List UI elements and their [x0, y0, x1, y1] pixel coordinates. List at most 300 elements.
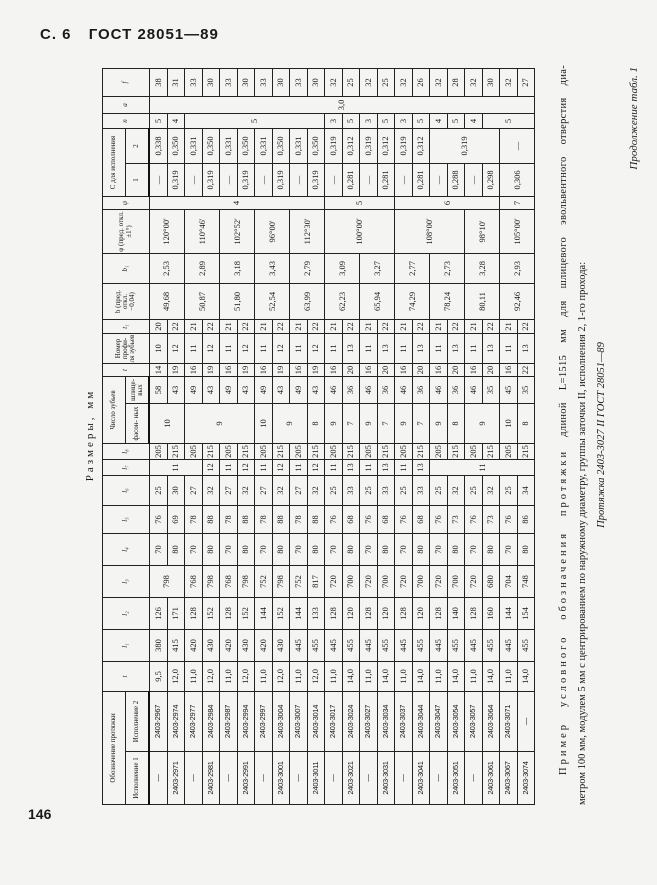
table-cell: 11: [430, 459, 535, 475]
broach-designation-cell: 2403-2974: [167, 691, 185, 751]
table-cell: 205: [430, 443, 448, 459]
table-cell: 14,0: [377, 661, 395, 691]
table-row: [360, 68, 378, 804]
table-cell: 45: [500, 376, 518, 403]
table-cell: 27: [185, 475, 203, 505]
broach-designation-cell: 2403-3044: [412, 691, 430, 751]
table-cell: 720: [360, 565, 378, 597]
table-cell: 5: [185, 113, 325, 128]
header-shaped-teeth: фасон- ных: [126, 403, 150, 443]
header-c: C для исполнения: [103, 128, 126, 196]
table-cell: 120°00': [149, 209, 185, 253]
table-cell: 21: [395, 319, 413, 333]
table-cell: —: [430, 163, 448, 196]
table-cell: 62,23: [325, 283, 360, 319]
table-cell: 13: [342, 333, 360, 363]
table-cell: 2,79: [290, 253, 325, 283]
table-cell: 30: [272, 68, 290, 96]
table-cell: 12,0: [307, 661, 325, 691]
table-cell: 12,0: [237, 661, 255, 691]
table-cell: 11: [360, 333, 378, 363]
broach-designation-cell: 2403-2991: [237, 752, 255, 805]
table-cell: 70: [220, 533, 238, 565]
table-cell: 430: [237, 629, 255, 661]
header-l2: l₂: [103, 597, 150, 629]
table-cell: 36: [342, 376, 360, 403]
table-cell: 9,5: [149, 661, 167, 691]
table-cell: 96°00': [255, 209, 290, 253]
table-cell: 215: [482, 443, 500, 459]
table-cell: 680: [482, 565, 500, 597]
broach-designation-cell: —: [325, 752, 343, 805]
table-body: [149, 68, 535, 804]
broach-designation-cell: 2403-3057: [465, 691, 483, 751]
table-cell: 7: [342, 403, 360, 443]
table-cell: 205: [500, 443, 518, 459]
table-cell: 22: [237, 319, 255, 333]
page-header: [40, 26, 231, 43]
table-cell: 43: [272, 376, 290, 403]
header-execution-2: Исполнение 2: [126, 691, 150, 751]
table-cell: 445: [325, 629, 343, 661]
table-cell: 78,24: [430, 283, 465, 319]
table-cell: 128: [185, 597, 203, 629]
table-cell: 128: [220, 597, 238, 629]
table-cell: 46: [465, 376, 483, 403]
table-cell: —: [255, 163, 273, 196]
table-cell: 144: [500, 597, 518, 629]
table-cell: 9: [360, 403, 378, 443]
table-cell: 14,0: [412, 661, 430, 691]
table-cell: 455: [412, 629, 430, 661]
table-cell: 22: [517, 319, 535, 333]
table-cell: 720: [395, 565, 413, 597]
table-cell: 415: [167, 629, 185, 661]
table-cell: 205: [185, 443, 203, 459]
table-cell: 36: [377, 376, 395, 403]
table-cell: 8: [307, 403, 325, 443]
table-cell: 22: [517, 363, 535, 376]
table-cell: 10: [255, 403, 273, 443]
table-cell: 46: [360, 376, 378, 403]
header-f: f: [103, 68, 150, 96]
table-cell: 445: [290, 629, 308, 661]
header-c-execution-1: 1: [126, 163, 150, 196]
table-cell: 120: [342, 597, 360, 629]
table-cell: 11,0: [325, 661, 343, 691]
header-l1: l₁: [103, 629, 150, 661]
header-execution-1: Исполнение 1: [126, 752, 150, 805]
table-cell: 32: [447, 475, 465, 505]
table-cell: 160: [482, 597, 500, 629]
table-cell: 752: [290, 565, 308, 597]
table-cell: 25: [500, 475, 518, 505]
table-cell: 5: [412, 113, 430, 128]
table-cell: 21: [500, 319, 518, 333]
table-cell: 798: [272, 565, 290, 597]
table-cell: 102°52': [220, 209, 255, 253]
broach-designation-cell: 2403-2977: [185, 691, 203, 751]
table-cell: 19: [167, 363, 185, 376]
table-cell: 4: [167, 113, 185, 128]
broach-designation-cell: —: [220, 752, 238, 805]
example-line-1-rest: длиной L=1515 мм для шлицевого эвольвентного отверстия диа-: [558, 65, 569, 437]
table-cell: 4: [465, 113, 483, 128]
table-cell: 69: [167, 505, 185, 533]
table-cell: 21: [290, 319, 308, 333]
broach-designation-cell: —: [395, 752, 413, 805]
header-spline-teeth: шлице- вых: [126, 376, 150, 403]
table-cell: 3: [360, 113, 378, 128]
table-cell: 11: [395, 333, 413, 363]
table-cell: 700: [447, 565, 465, 597]
example-lead: Пример условного обозначения протяжки: [558, 448, 569, 775]
table-cell: 12: [237, 333, 255, 363]
table-cell: —: [325, 163, 343, 196]
table-cell: 33: [185, 68, 203, 96]
table-cell: 80: [307, 533, 325, 565]
table-cell: 52,54: [255, 283, 290, 319]
table-cell: 19: [237, 363, 255, 376]
table-cell: 215: [517, 443, 535, 459]
table-cell: 12: [202, 333, 220, 363]
table-cell: 7: [377, 403, 395, 443]
table-cell: —: [395, 163, 413, 196]
header-a: a: [103, 96, 150, 113]
table-cell: 0,281: [412, 163, 430, 196]
broach-designation-cell: —: [465, 752, 483, 805]
table-cell: 22: [377, 319, 395, 333]
table-cell: 12,0: [272, 661, 290, 691]
table-cell: 3,09: [325, 253, 360, 283]
table-cell: 0,350: [167, 128, 185, 163]
table-cell: 32: [237, 475, 255, 505]
table-cell: 7: [412, 403, 430, 443]
table-cell: 33: [290, 68, 308, 96]
table-cell: 12: [272, 333, 290, 363]
table-cell: 74,29: [395, 283, 430, 319]
table-cell: 215: [447, 443, 465, 459]
table-row: [272, 68, 290, 804]
table-cell: 70: [255, 533, 273, 565]
broach-designation-cell: 2403-3067: [500, 752, 518, 805]
table-row: [325, 68, 343, 804]
table-cell: 43: [237, 376, 255, 403]
table-cell: 3,28: [465, 253, 500, 283]
table-cell: 112°30': [290, 209, 325, 253]
table-cell: 11: [255, 459, 273, 475]
table-cell: 2,93: [500, 253, 535, 283]
table-cell: 11: [430, 333, 448, 363]
table-cell: 68: [412, 505, 430, 533]
table-cell: 12,0: [202, 661, 220, 691]
table-cell: 205: [360, 443, 378, 459]
table-cell: 0,312: [412, 128, 430, 163]
header-n: n: [103, 113, 150, 128]
broach-designation-cell: 2403-3047: [430, 691, 448, 751]
table-cell: 16: [185, 363, 203, 376]
table-cell: 11: [395, 459, 413, 475]
table-cell: 70: [185, 533, 203, 565]
table-cell: 205: [395, 443, 413, 459]
table-cell: 25: [465, 475, 483, 505]
table-cell: 33: [255, 68, 273, 96]
table-cell: 33: [377, 475, 395, 505]
table-cell: 0,331: [255, 128, 273, 163]
header-l6: l₆: [103, 475, 150, 505]
table-row: [447, 68, 465, 804]
table-cell: 11: [149, 459, 202, 475]
table-cell: 46: [395, 376, 413, 403]
table-cell: 0,338: [149, 128, 167, 163]
table-cell: 2,73: [430, 253, 465, 283]
page-number: 146: [28, 806, 52, 822]
table-cell: 704: [500, 565, 518, 597]
header-l5: l₅: [103, 505, 150, 533]
table-cell: 25: [360, 475, 378, 505]
table-cell: 215: [307, 443, 325, 459]
broach-designation-cell: 2403-3061: [482, 752, 500, 805]
table-cell: 0,350: [272, 128, 290, 163]
table-cell: 70: [430, 533, 448, 565]
table-cell: 14,0: [482, 661, 500, 691]
table-cell: 700: [342, 565, 360, 597]
header-l7: l₇: [103, 459, 150, 475]
table-cell: 19: [307, 363, 325, 376]
table-row: [377, 68, 395, 804]
table-cell: 32: [482, 475, 500, 505]
table-cell: 27: [290, 475, 308, 505]
table-cell: 420: [255, 629, 273, 661]
table-cell: 152: [272, 597, 290, 629]
header-teeth-count: Число зубьев: [103, 376, 126, 443]
table-cell: 46: [430, 376, 448, 403]
table-cell: 49: [220, 376, 238, 403]
table-cell: 86: [517, 505, 535, 533]
table-cell: 16: [255, 363, 273, 376]
table-cell: 8: [517, 403, 535, 443]
table-cell: 152: [237, 597, 255, 629]
table-row: [342, 68, 360, 804]
table-row: [185, 68, 203, 804]
table-cell: 26: [412, 68, 430, 96]
table-cell: 720: [465, 565, 483, 597]
table-cell: 27: [255, 475, 273, 505]
broach-designation-cell: 2403-2994: [237, 691, 255, 751]
table-cell: 16: [220, 363, 238, 376]
table-cell: 11: [220, 459, 238, 475]
table-cell: 215: [237, 443, 255, 459]
table-cell: 14,0: [517, 661, 535, 691]
table-cell: 9: [325, 403, 343, 443]
table-cell: 0,319: [202, 163, 220, 196]
broach-designation-cell: 2403-2984: [202, 691, 220, 751]
table-cell: 80: [447, 533, 465, 565]
table-cell: 51,80: [220, 283, 255, 319]
standard-label: ГОСТ 28051—89: [88, 26, 219, 43]
table-cell: 11: [220, 333, 238, 363]
table-cell: —: [290, 163, 308, 196]
table-cell: 22: [307, 319, 325, 333]
table-cell: 445: [430, 629, 448, 661]
table-cell: 13: [412, 459, 430, 475]
table-cell: 11: [185, 333, 203, 363]
table-cell: 798: [237, 565, 255, 597]
broach-designation-cell: 2403-3051: [447, 752, 465, 805]
table-cell: 27: [517, 68, 535, 96]
table-cell: 110°46': [185, 209, 220, 253]
table-cell: 13: [412, 333, 430, 363]
table-cell: —: [149, 163, 167, 196]
table-cell: 0,319: [307, 163, 325, 196]
table-cell: 205: [255, 443, 273, 459]
table-cell: 12: [237, 459, 255, 475]
table-cell: 9: [185, 403, 255, 443]
header-t: t: [103, 661, 150, 691]
table-cell: 144: [290, 597, 308, 629]
table-row: [395, 68, 413, 804]
broach-designation-cell: —: [517, 691, 535, 751]
table-cell: 68: [377, 505, 395, 533]
table-cell: 88: [202, 505, 220, 533]
broach-designation-cell: —: [149, 752, 167, 805]
table-cell: 455: [447, 629, 465, 661]
table-cell: 70: [290, 533, 308, 565]
table-cell: 21: [430, 319, 448, 333]
table-cell: 0,319: [167, 163, 185, 196]
table-cell: 22: [167, 319, 185, 333]
table-cell: 5: [377, 113, 395, 128]
table-cell: 30: [237, 68, 255, 96]
table-cell: 205: [220, 443, 238, 459]
table-cell: 108°00': [395, 209, 465, 253]
header-phi: φ (пред. откл. ±1°): [103, 209, 150, 253]
table-cell: 11: [360, 459, 378, 475]
table-cell: 0,350: [237, 128, 255, 163]
table-cell: 0,306: [500, 163, 535, 196]
table-cell: 10: [149, 403, 185, 443]
table-cell: 11,0: [185, 661, 203, 691]
table-cell: 38: [149, 68, 167, 96]
table-row: [149, 68, 167, 804]
table-cell: 49: [290, 376, 308, 403]
table-cell: 11: [290, 459, 308, 475]
table-cell: 798: [202, 565, 220, 597]
table-cell: 445: [465, 629, 483, 661]
table-cell: 68: [342, 505, 360, 533]
header-b1: b₁: [103, 253, 150, 283]
table-row: [500, 68, 518, 804]
table-cell: 0,312: [342, 128, 360, 163]
table-cell: 10: [500, 403, 518, 443]
table-cell: 445: [360, 629, 378, 661]
table-cell: 30: [202, 68, 220, 96]
table-cell: 21: [465, 319, 483, 333]
broach-designation-cell: 2403-3014: [307, 691, 325, 751]
table-cell: 78: [185, 505, 203, 533]
header-l4: l₄: [103, 533, 150, 565]
broach-designation-cell: 2403-2967: [149, 691, 167, 751]
table-cell: 171: [167, 597, 185, 629]
table-cell: 30: [482, 68, 500, 96]
broach-designation-cell: 2403-3031: [377, 752, 395, 805]
table-row: [465, 68, 483, 804]
table-cell: 11,0: [395, 661, 413, 691]
broach-designation-cell: 2403-3017: [325, 691, 343, 751]
broach-designation-cell: —: [255, 752, 273, 805]
table-cell: 0,331: [185, 128, 203, 163]
table-cell: 5: [149, 113, 167, 128]
table-cell: 215: [412, 443, 430, 459]
table-cell: 21: [360, 319, 378, 333]
table-cell: 13: [377, 459, 395, 475]
table-cell: 12,0: [167, 661, 185, 691]
table-cell: 752: [255, 565, 273, 597]
table-cell: 128: [465, 597, 483, 629]
table-cell: 25: [149, 475, 167, 505]
table-cell: 105°00': [500, 209, 535, 253]
table-cell: 420: [185, 629, 203, 661]
table-cell: 768: [185, 565, 203, 597]
table-cell: 9: [272, 403, 307, 443]
table-cell: 80: [482, 533, 500, 565]
table-cell: 43: [202, 376, 220, 403]
table-cell: 5: [482, 113, 535, 128]
table-cell: 36: [412, 376, 430, 403]
table-cell: 33: [342, 475, 360, 505]
table-cell: 19: [272, 363, 290, 376]
broach-designation-cell: 2403-3001: [272, 752, 290, 805]
table-cell: 14: [149, 363, 167, 376]
table-cell: 133: [307, 597, 325, 629]
broach-designation-cell: 2403-3071: [500, 691, 518, 751]
table-cell: 154: [517, 597, 535, 629]
table-cell: 32: [395, 68, 413, 96]
table-cell: 0,319: [272, 163, 290, 196]
table-cell: 445: [395, 629, 413, 661]
table-cell: 9: [395, 403, 413, 443]
table-cell: 215: [342, 443, 360, 459]
table-cell: 20: [447, 363, 465, 376]
broach-designation-cell: 2403-3004: [272, 691, 290, 751]
table-cell: 455: [342, 629, 360, 661]
table-cell: 12: [307, 459, 325, 475]
table-cell: 76: [465, 505, 483, 533]
table-cell: 430: [202, 629, 220, 661]
table-cell: 11,0: [360, 661, 378, 691]
table-cell: 12: [202, 459, 220, 475]
table-cell: 80: [272, 533, 290, 565]
table-cell: 9: [465, 403, 500, 443]
table-cell: 65,94: [360, 283, 395, 319]
table-cell: —: [185, 163, 203, 196]
table-cell: 43: [167, 376, 185, 403]
table-cell: 63,99: [290, 283, 325, 319]
table-cell: 11,0: [465, 661, 483, 691]
header-tooth-pitch: t: [103, 363, 150, 376]
table-cell: 3,43: [255, 253, 290, 283]
table-cell: 748: [517, 565, 535, 597]
table-cell: 32: [325, 68, 343, 96]
table-cell: 25: [377, 68, 395, 96]
table-cell: 80: [237, 533, 255, 565]
table-continuation-label: Продолжение табл. 1: [628, 67, 640, 170]
broach-designation-cell: 2403-3034: [377, 691, 395, 751]
table-cell: 13: [447, 333, 465, 363]
table-cell: 13: [482, 333, 500, 363]
table-cell: 70: [325, 533, 343, 565]
table-cell: 88: [272, 505, 290, 533]
